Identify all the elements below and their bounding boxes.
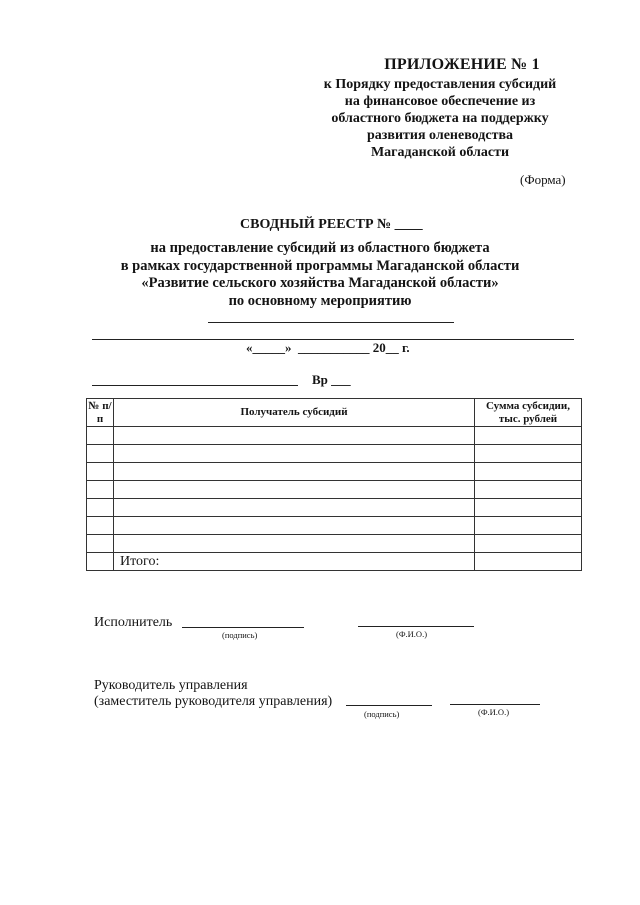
table-row bbox=[87, 481, 582, 499]
activity-blank-line bbox=[208, 322, 454, 323]
appendix-line: на финансовое обеспечение из bbox=[344, 94, 536, 109]
head-name-line bbox=[450, 704, 540, 705]
table-header-row bbox=[87, 399, 582, 427]
appendix-description bbox=[300, 76, 580, 161]
register-subtitle-line: «Развитие сельского хозяйства Магаданской области» bbox=[141, 275, 499, 291]
table-row bbox=[87, 427, 582, 445]
head-name-caption: (Ф.И.О.) bbox=[478, 707, 510, 717]
table-row bbox=[87, 463, 582, 481]
appendix-line: областного бюджета на поддержку bbox=[331, 111, 549, 126]
date-line: «_____» ___________ 20__ г. bbox=[246, 340, 410, 355]
table-total-row bbox=[87, 553, 582, 571]
appendix-title: ПРИЛОЖЕНИЕ № 1 bbox=[384, 56, 540, 73]
appendix-line: к Порядку предоставления субсидий bbox=[323, 77, 557, 92]
head-signature-caption: (подпись) bbox=[364, 709, 400, 719]
executor-signature-caption: (подпись) bbox=[222, 630, 258, 640]
recipient-blank-line bbox=[92, 385, 298, 386]
header-number: № п/п bbox=[88, 399, 112, 425]
executor-signature-line bbox=[182, 627, 304, 628]
register-table bbox=[86, 398, 582, 571]
register-subtitle bbox=[80, 240, 560, 310]
appendix-line: развития оленеводства bbox=[366, 128, 513, 143]
header-recipient: Получатель субсидий bbox=[114, 399, 475, 427]
appendix-line: Магаданской области bbox=[370, 145, 510, 160]
form-label: (Форма) bbox=[520, 172, 566, 187]
table-row bbox=[87, 499, 582, 517]
vr-line: Вр ___ bbox=[312, 372, 351, 387]
executor-name-caption: (Ф.И.О.) bbox=[396, 629, 428, 639]
table-row bbox=[87, 445, 582, 463]
executor-label: Исполнитель bbox=[94, 615, 173, 630]
register-subtitle-line: на предоставление субсидий из областного бюджета bbox=[150, 240, 490, 256]
executor-name-line bbox=[358, 626, 474, 627]
head-signature-line bbox=[346, 705, 432, 706]
table-row bbox=[87, 517, 582, 535]
table-row bbox=[87, 535, 582, 553]
total-label: Итого: bbox=[114, 553, 475, 571]
register-subtitle-line: по основному мероприятию bbox=[228, 292, 412, 309]
head-label-line1: Руководитель управления bbox=[94, 678, 248, 693]
header-sum: Сумма субсидии, тыс. рублей bbox=[475, 399, 582, 427]
register-title: СВОДНЫЙ РЕЕСТР № ____ bbox=[240, 217, 423, 232]
head-label-line2: (заместитель руководителя управления) bbox=[94, 694, 333, 709]
register-subtitle-line: в рамках государственной программы Магаданской области bbox=[120, 257, 520, 274]
